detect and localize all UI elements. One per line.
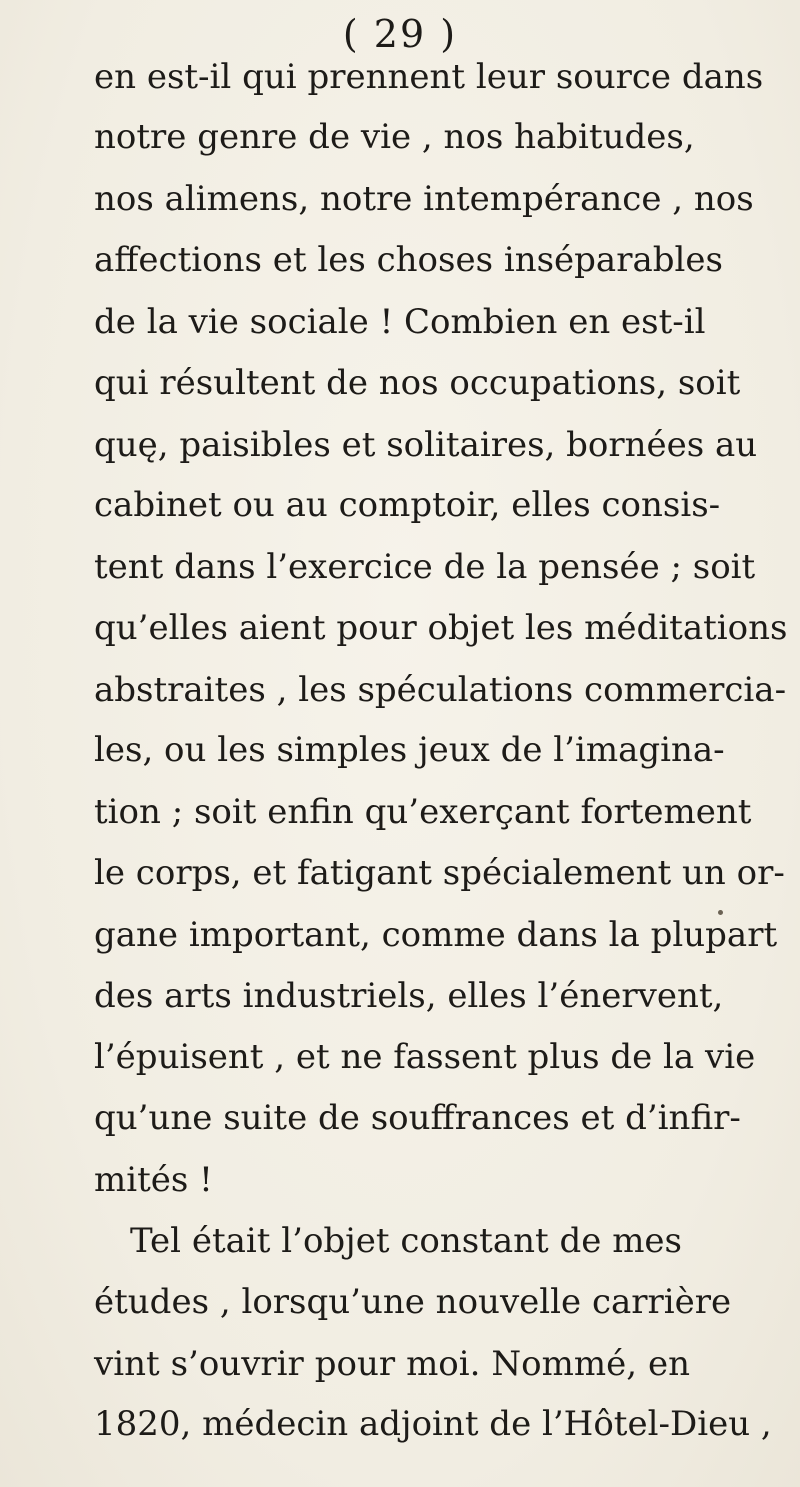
page-number: ( 29 ) xyxy=(342,12,458,56)
text-line: des arts industriels, elles l’énervent, xyxy=(94,976,724,1016)
text-line: notre genre de vie , nos habitudes, xyxy=(94,117,695,157)
text-line: en est-il qui prennent leur source dans xyxy=(94,57,764,97)
text-line: le corps, et fatigant spécialement un or- xyxy=(94,853,785,893)
text-line: l’épuisent , et ne fassent plus de la vie xyxy=(94,1037,756,1077)
text-line: abstraites , les spéculations commercia- xyxy=(94,670,787,710)
paper-speck xyxy=(718,910,723,915)
text-line: gane important, comme dans la plupart xyxy=(94,915,778,955)
text-line: de la vie sociale ! Combien en est-il xyxy=(94,302,706,342)
text-line: quę, paisibles et solitaires, bornées au xyxy=(94,425,758,465)
text-line: affections et les choses inséparables xyxy=(94,240,723,280)
text-line: 1820, médecin adjoint de l’Hôtel-Dieu , xyxy=(94,1404,772,1444)
text-line: qu’elles aient pour objet les méditations xyxy=(94,608,788,648)
text-line: nos alimens, notre intempérance , nos xyxy=(94,179,754,219)
text-line: tion ; soit enfin qu’exerçant fortement xyxy=(94,792,752,832)
text-line: les, ou les simples jeux de l’imagina- xyxy=(94,730,725,770)
text-line: mités ! xyxy=(94,1160,213,1200)
text-line: études , lorsqu’une nouvelle carrière xyxy=(94,1282,732,1322)
text-line: cabinet ou au comptoir, elles consis- xyxy=(94,485,721,525)
text-line: tent dans l’exercice de la pensée ; soit xyxy=(94,547,756,587)
text-line: vint s’ouvrir pour moi. Nommé, en xyxy=(94,1344,690,1384)
text-line: Tel était l’objet constant de mes xyxy=(130,1221,682,1261)
text-line: qu’une suite de souffrances et d’infir- xyxy=(94,1098,741,1138)
text-line: qui résultent de nos occupations, soit xyxy=(94,363,741,403)
